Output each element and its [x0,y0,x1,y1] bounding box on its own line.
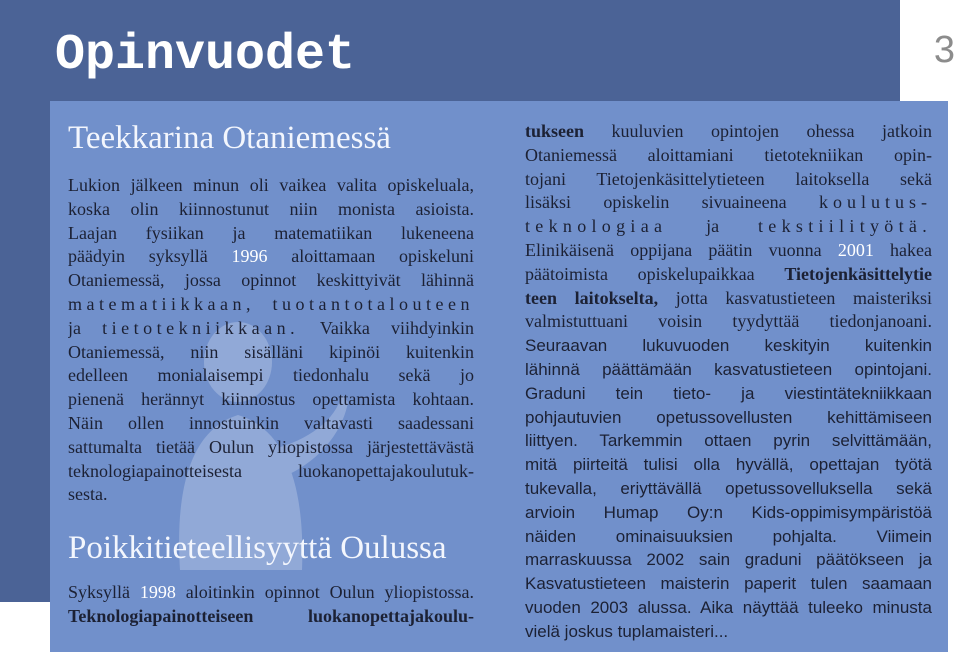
text-line: tukevalla, eriyttävällä opetussovelluksella sekä [525,478,932,498]
text-line: Kasvatustieteen maisterin paperit tulen saamaan [525,574,932,594]
text-line: pienenä herännyt kiinnostus opettamista kohtaan. [68,389,474,410]
text-segment: ja [68,317,103,338]
text-line: Näin ollen innostuinkin valtavasti saadessani [68,412,474,433]
text-segment: kuuluvien opintojen ohessa jatkoin [584,121,932,141]
text-line [68,581,474,605]
text-segment: Vaikka viihdyinkin [299,317,474,338]
spaced-text-segment: tietotekniikkaan. [102,317,300,338]
text-line: lähinnä päättämään kasvatustieteen opintojani. [525,359,932,379]
text-segment: ja [667,216,758,237]
text-segment: päätoimista opiskelupaikkaa [525,263,785,284]
text-segment: lisäksi opiskelin sivuaineena [525,192,819,213]
text-line: Otaniemessä, niin sisälläni kipinöi kuitenkin [68,341,474,362]
text-line: marraskuussa 2002 sain graduni päätökseen ja [525,550,932,570]
text-line: pohjautuvien opetussovellusten kehittämiseen [525,407,932,427]
text-segment: päädyin syksyllä [68,246,232,267]
text-segment: Syksyllä [68,582,140,602]
text-line: vuoden 2003 alussa. Aika näyttää tuleeko minusta [525,597,932,617]
text-line: sesta. [68,484,108,505]
text-line [525,263,932,287]
text-line [68,317,474,341]
highlighted-year: 1998 [139,582,176,602]
text-line [525,239,932,263]
text-line: Seuraavan lukuvuoden keskityin kuitenkin [525,336,932,356]
page-title: Opinvuodet [55,27,356,84]
spaced-text-segment: tekstiilityötä. [758,216,932,237]
bold-text-segment: tukseen [525,121,585,141]
text-line [525,215,932,239]
text-line [525,287,932,311]
text-line: Otaniemessä, jossa opinnot keskittyivät lähinnä [68,270,474,291]
text-line [68,245,474,269]
page-number: 3 [933,29,955,71]
spaced-text-segment: koulutus- [818,192,932,213]
text-line [525,191,932,215]
text-segment: jotta kasvatustieteen maisteriksi [658,287,932,308]
text-line: teknologiapainotteisesta luokanopettajakoulutuk- [68,460,474,481]
text-line: Otaniemessä aloittamiani tietotekniikan opin- [525,144,932,165]
text-line-spaced: matematiikkaan, tuotantotalouteen [68,293,474,314]
text-line: Graduni tein tieto- ja viestintätekniikkaan [525,383,932,403]
text-segment: hakea [873,239,932,260]
paragraph-right-column [525,120,932,644]
highlighted-year: 1996 [231,246,268,267]
text-line: liittyen. Tarkemmin ottaen pyrin selvittämään, [525,431,932,451]
text-line: Lukion jälkeen minun oli vaikea valita opiskeluala, [68,175,474,195]
text-segment: aloittamaan opiskeluni [267,246,474,267]
text-line: tojani Tietojenkäsittelytieteen laitoksella sekä [525,168,932,189]
paragraph-oulu [68,581,474,629]
text-line: arvioin Humap Oy:n Kids-oppimisympäristöä [525,502,932,522]
text-line: koska olin kiinnostunut niin monista asioista. [68,198,474,219]
text-line: mitä piirteitä tulisi olla hyvällä, opettajan työtä [525,455,932,475]
text-line: edelleen monialaisempi tiedonhalu sekä jo [68,365,474,386]
text-segment: aloitinkin opinnot Oulun yliopistossa. [175,582,474,602]
text-line [525,120,932,144]
text-line: valmistuttuani voisin tyydyttää tiedonjanoani. [525,311,932,332]
text-line: vielä joskus tuplamaisteri... [525,621,729,641]
bold-text-segment: Tietojenkäsittelytie [784,263,932,284]
text-line: näiden ominaisuuksien pohjalta. Viimein [525,526,932,546]
paragraph-teekkarina [68,174,474,507]
bold-text-segment: teen laitokselta, [525,287,659,308]
section-heading-teekkarina: Teekkarina Otaniemessä [68,120,391,156]
section-heading-oulu: Poikkitieteellisyyttä Oulussa [68,530,447,566]
text-line: sattumalta tietää Oulun yliopistossa järjestettävästä [68,436,474,457]
text-segment: Elinikäisenä oppijana päätin vuonna [525,239,838,260]
text-line: Laajan fysiikan ja matematiikan lukeneena [68,222,474,243]
spaced-text-segment: teknologiaa [525,216,668,237]
highlighted-year: 2001 [837,239,874,260]
bold-text-line: Teknologiapainotteiseen luokanopettajakoulu- [68,605,474,626]
